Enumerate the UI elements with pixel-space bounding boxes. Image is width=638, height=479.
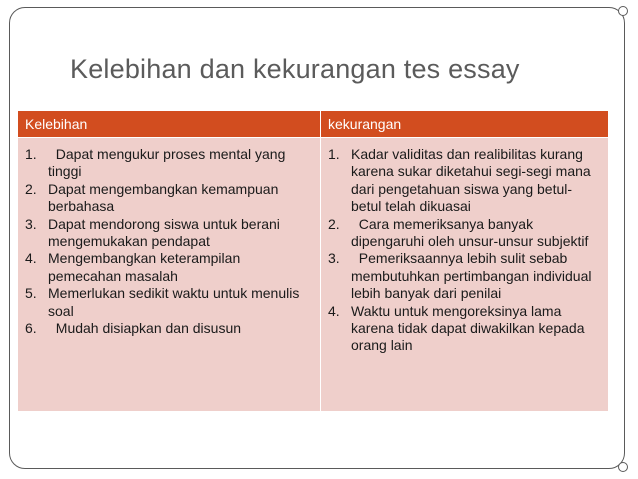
item-number: 3. — [25, 215, 37, 232]
item-number: 1. — [328, 146, 340, 162]
slide-title: Kelebihan dan kekurangan tes essay — [70, 54, 520, 84]
list-item — [328, 146, 602, 216]
item-text: Dapat mengembangkan kemampuan berbahasa — [48, 180, 283, 215]
list-item — [328, 303, 602, 355]
list-item — [25, 146, 314, 181]
item-number: 4. — [328, 302, 340, 319]
item-number: 3. — [328, 250, 340, 267]
corner-dot-bottom-right — [618, 462, 628, 472]
item-number: 6. — [25, 320, 37, 337]
corner-dot-top-right — [618, 6, 628, 16]
kekurangan-list — [328, 146, 602, 355]
item-text: Dapat mengukur proses mental yang tinggi — [48, 146, 290, 180]
item-text: Kadar validitas dan realibilitas kurang karena sukar diketahui segi-segi mana dari pengetahuan siswa yang betul-betul telah dikuasai — [351, 146, 595, 215]
item-number: 5. — [25, 285, 37, 302]
cell-kekurangan — [321, 138, 609, 412]
item-number: 2. — [25, 180, 37, 197]
item-text: Mudah disiapkan dan disusun — [48, 320, 242, 337]
list-item — [25, 320, 314, 337]
list-item — [25, 181, 314, 216]
list-item — [25, 216, 314, 251]
cell-kelebihan — [18, 138, 321, 412]
kelebihan-list — [25, 146, 314, 337]
table-header-row — [18, 111, 608, 138]
list-item — [25, 250, 314, 285]
item-text: Waktu untuk mengoreksinya lama karena tidak dapat diwakilkan kepada orang lain — [351, 302, 589, 354]
item-text: Dapat mendorong siswa untuk berani mengemukakan pendapat — [48, 215, 284, 250]
item-number: 2. — [328, 215, 340, 232]
item-number: 4. — [25, 250, 37, 267]
item-text: Memerlukan sedikit waktu untuk menulis soal — [48, 285, 304, 319]
item-text: Pemeriksaannya lebih sulit sebab membutuhkan pertimbangan individual lebih banyak dari penilai — [351, 250, 596, 302]
item-text: Mengembangkan keterampilan pemecahan masalah — [48, 250, 245, 284]
item-text: Cara memeriksanya banyak dipengaruhi oleh unsur-unsur subjektif — [351, 215, 589, 250]
item-number: 1. — [25, 146, 37, 162]
list-item — [328, 216, 602, 251]
header-kelebihan: Kelebihan — [18, 111, 321, 138]
table-body-row — [18, 138, 608, 412]
comparison-table — [18, 111, 608, 411]
list-item — [25, 285, 314, 320]
header-kekurangan: kekurangan — [321, 111, 609, 138]
list-item — [328, 250, 602, 302]
